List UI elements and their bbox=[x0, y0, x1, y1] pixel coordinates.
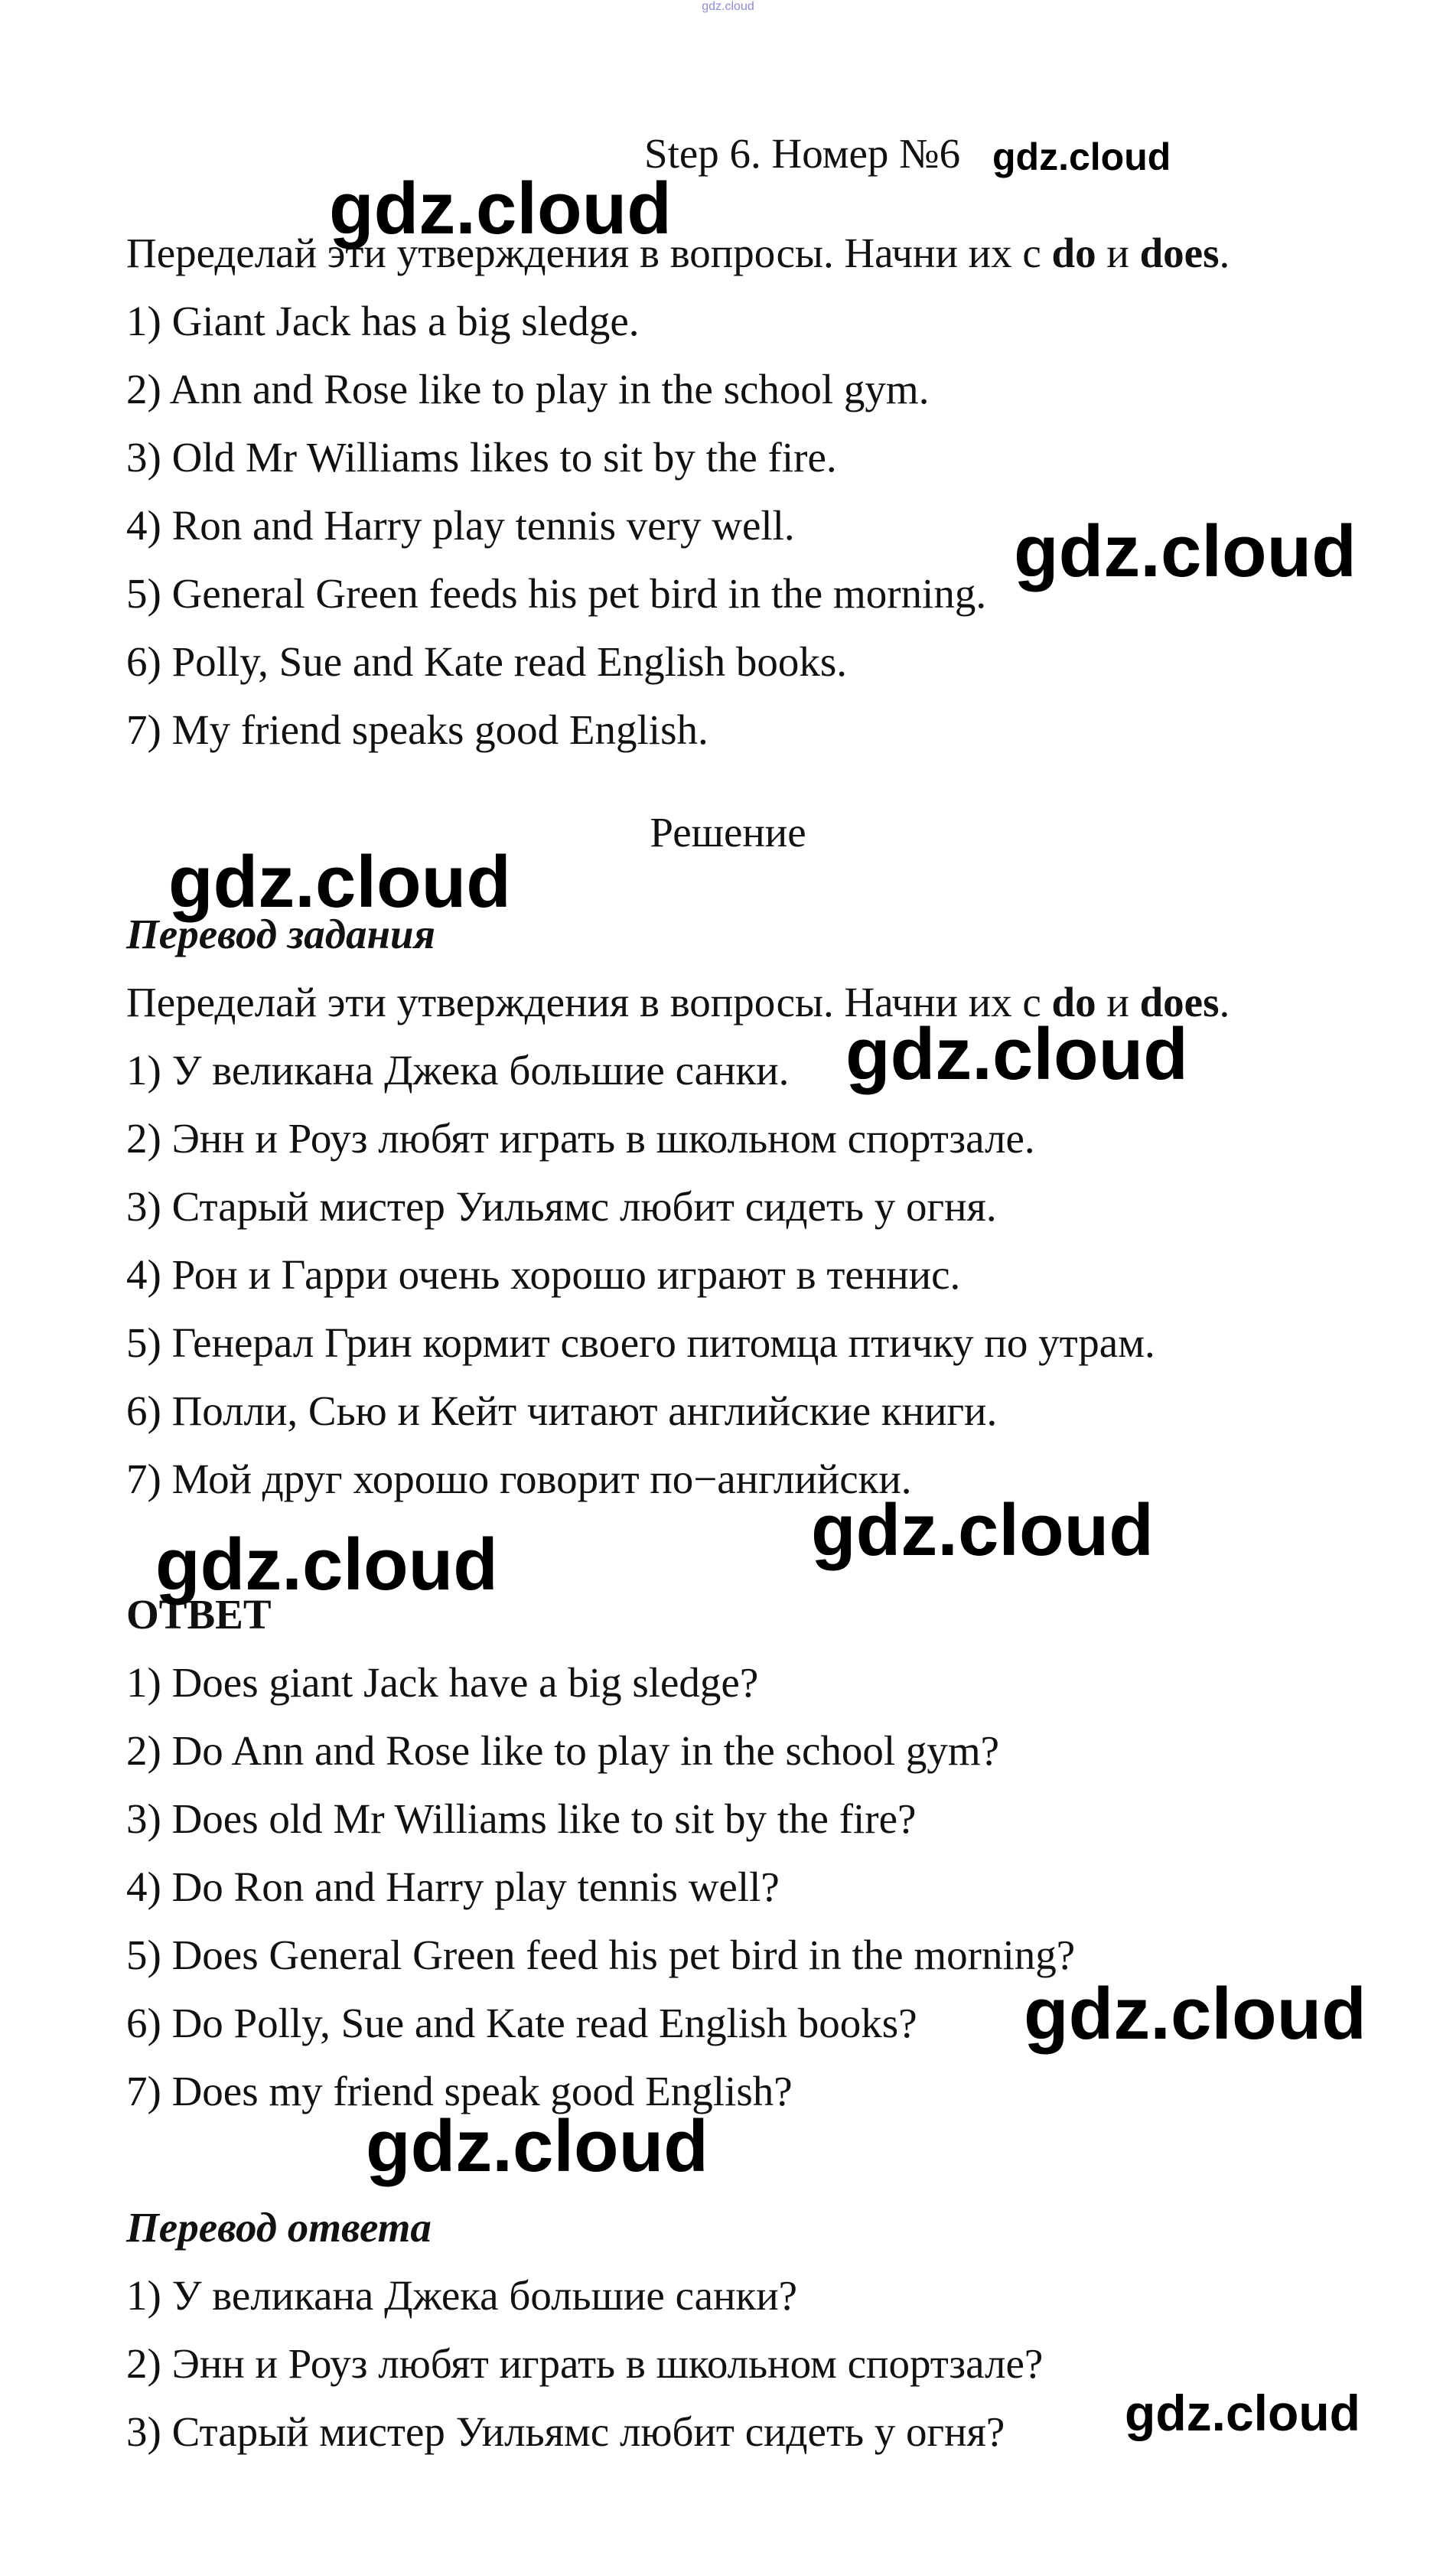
watermark: gdz.cloud bbox=[155, 1524, 498, 1606]
keyword-do: do bbox=[1051, 979, 1096, 1025]
task-item: 3) Old Mr Williams likes to sit by the fire. bbox=[126, 434, 837, 481]
translation-answer-item: 1) У великана Джека большие санки? bbox=[126, 2272, 798, 2319]
answer-item: 2) Do Ann and Rose like to play in the school gym? bbox=[126, 1727, 1000, 1774]
watermark: gdz.cloud bbox=[1024, 1973, 1366, 2055]
translation-answer-heading: Перевод ответа bbox=[126, 2204, 432, 2251]
task-instruction: Переделай эти утверждения в вопросы. Начни их с do и does. bbox=[126, 230, 1230, 276]
task-item: 6) Polly, Sue and Kate read English books. bbox=[126, 638, 847, 685]
watermark: gdz.cloud bbox=[1014, 510, 1357, 592]
answer-item: 1) Does giant Jack have a big sledge? bbox=[126, 1659, 759, 1706]
translation-answer-item: 2) Энн и Роуз любят играть в школьном спортзале? bbox=[126, 2340, 1044, 2387]
answer-item: 5) Does General Green feed his pet bird in the morning? bbox=[126, 1932, 1076, 1978]
translation-task-item: 3) Старый мистер Уильямс любит сидеть у огня. bbox=[126, 1183, 997, 1230]
translation-task-item: 4) Рон и Гарри очень хорошо играют в теннис. bbox=[126, 1251, 961, 1298]
task-item: 1) Giant Jack has a big sledge. bbox=[126, 298, 640, 344]
translation-task-heading: Перевод задания bbox=[126, 911, 435, 957]
watermark: gdz.cloud bbox=[811, 1489, 1154, 1571]
page-title: Step 6. Номер №6 bbox=[644, 130, 961, 177]
translation-answer-item: 3) Старый мистер Уильямс любит сидеть у огня? bbox=[126, 2408, 1005, 2455]
watermark: gdz.cloud bbox=[168, 841, 511, 923]
keyword-do: do bbox=[1051, 230, 1096, 276]
watermark: gdz.cloud bbox=[845, 1013, 1188, 1095]
solution-label: Решение bbox=[650, 809, 806, 856]
answer-heading: ОТВЕТ bbox=[126, 1591, 272, 1638]
translation-task-item: 7) Мой друг хорошо говорит по−английски. bbox=[126, 1456, 912, 1502]
task-item: 2) Ann and Rose like to play in the school gym. bbox=[126, 366, 930, 412]
keyword-does: does bbox=[1139, 979, 1220, 1025]
top-site-tag: gdz.cloud bbox=[702, 0, 754, 13]
translation-task-item: 2) Энн и Роуз любят играть в школьном спортзале. bbox=[126, 1115, 1035, 1162]
answer-item: 7) Does my friend speak good English? bbox=[126, 2068, 793, 2114]
translation-task-instruction: Переделай эти утверждения в вопросы. Начни их с do и does. bbox=[126, 979, 1230, 1025]
task-item: 5) General Green feeds his pet bird in the morning. bbox=[126, 570, 987, 617]
translation-task-item: 6) Полли, Сью и Кейт читают английские книги. bbox=[126, 1387, 998, 1434]
watermark: gdz.cloud bbox=[992, 135, 1171, 178]
task-item: 4) Ron and Harry play tennis very well. bbox=[126, 502, 795, 549]
translation-task-item: 5) Генерал Грин кормит своего питомца птичку по утрам. bbox=[126, 1319, 1155, 1366]
answer-item: 4) Do Ron and Harry play tennis well? bbox=[126, 1863, 780, 1910]
translation-task-item: 1) У великана Джека большие санки. bbox=[126, 1047, 790, 1094]
keyword-does: does bbox=[1139, 230, 1220, 276]
watermark: gdz.cloud bbox=[366, 2105, 708, 2187]
task-item: 7) My friend speaks good English. bbox=[126, 706, 708, 753]
answer-item: 3) Does old Mr Williams like to sit by the fire? bbox=[126, 1795, 917, 1842]
answer-item: 6) Do Polly, Sue and Kate read English books? bbox=[126, 2000, 917, 2046]
watermark: gdz.cloud bbox=[329, 168, 672, 249]
watermark: gdz.cloud bbox=[1125, 2385, 1360, 2441]
